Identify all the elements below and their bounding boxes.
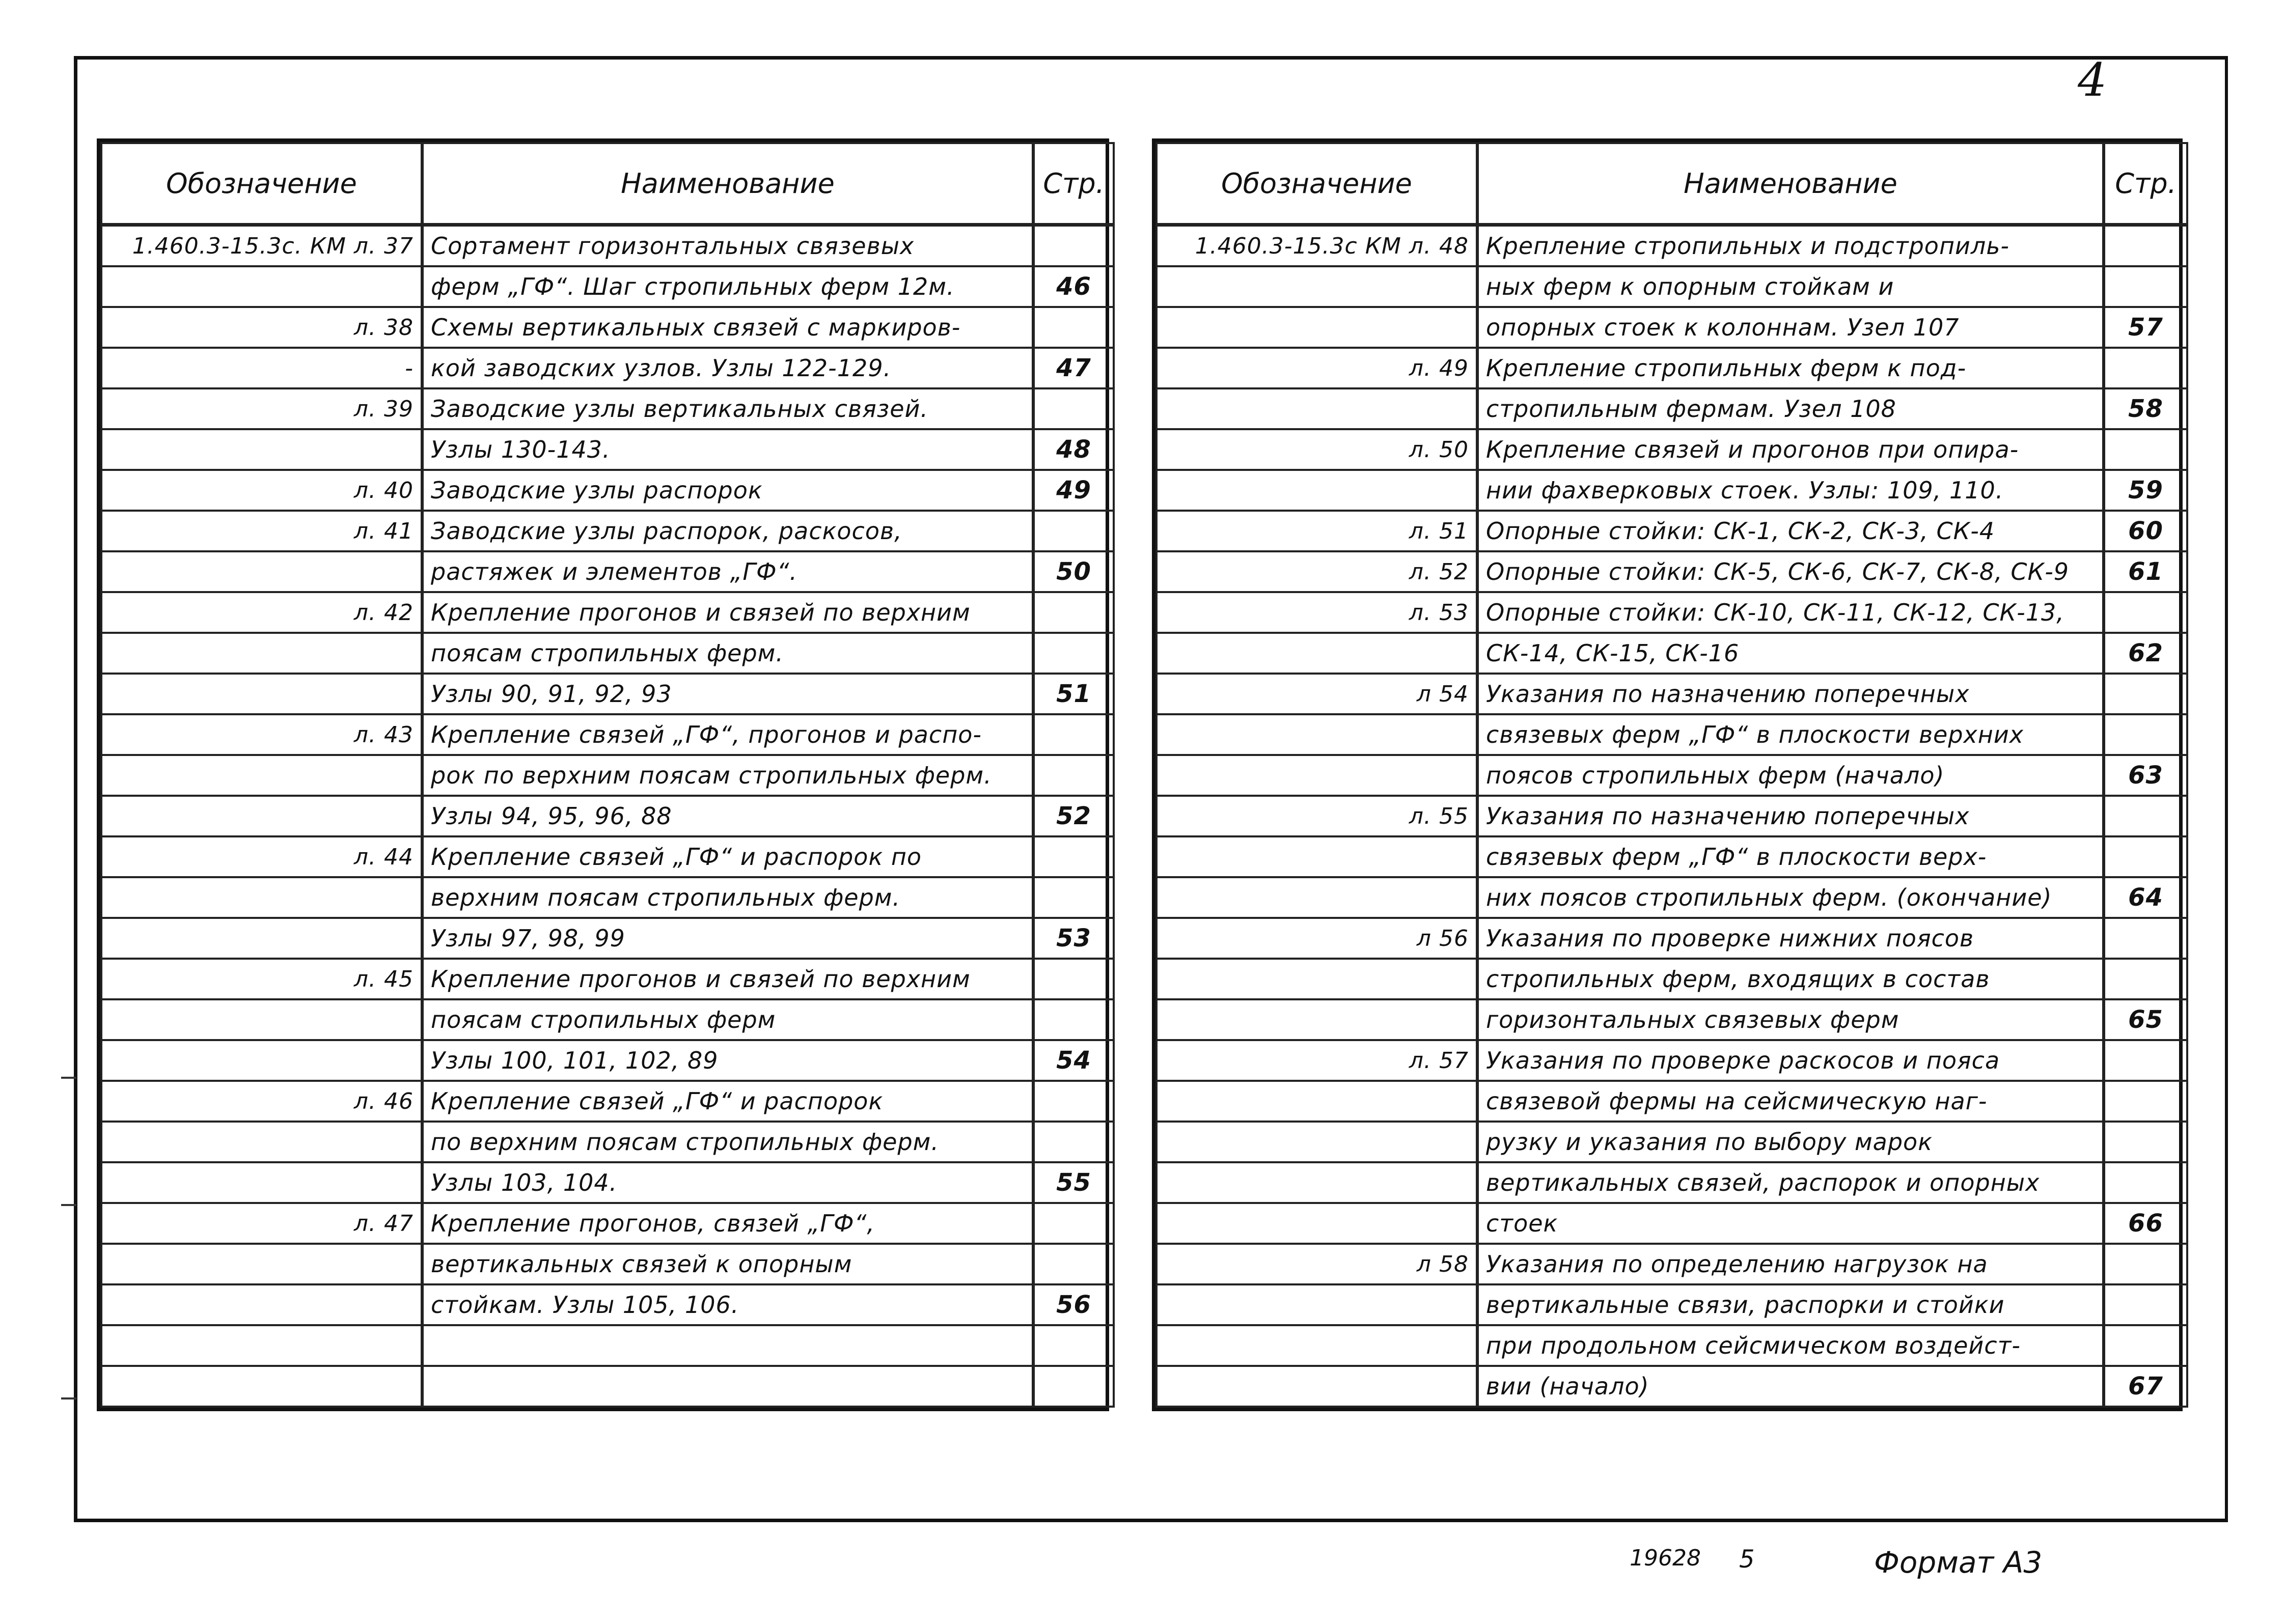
designation-cell: [1156, 388, 1477, 429]
column-header-page: Стр.: [2104, 143, 2187, 225]
name-cell: вертикальные связи, распорки и стойки: [1477, 1284, 2104, 1325]
table-row: [1156, 1203, 2187, 1244]
table-row: [1156, 225, 2187, 267]
name-cell: связевой фермы на сейсмическую наг-: [1477, 1081, 2104, 1122]
name-cell: стропильных ферм, входящих в состав: [1477, 959, 2104, 999]
table-row: [1156, 836, 2187, 877]
designation-cell: л. 57: [1156, 1040, 1477, 1081]
page-cell: [1033, 511, 1114, 551]
inventory-number: 19628: [1630, 1545, 1701, 1571]
designation-cell: [101, 1162, 422, 1203]
name-cell: Крепление прогонов и связей по верхним: [422, 592, 1033, 633]
name-cell: них поясов стропильных ферм. (окончание): [1477, 877, 2104, 918]
name-cell: Крепление прогонов и связей по верхним: [422, 959, 1033, 999]
designation-cell: [101, 1244, 422, 1284]
page-cell: 62: [2104, 633, 2187, 674]
table-row: [101, 633, 1114, 674]
name-cell: Указания по проверке раскосов и пояса: [1477, 1040, 2104, 1081]
designation-cell: [101, 429, 422, 470]
table-row: [1156, 1162, 2187, 1203]
designation-cell: [101, 1366, 422, 1407]
page-cell: [1033, 1244, 1114, 1284]
page-cell: [2104, 959, 2187, 999]
name-cell: вертикальных связей к опорным: [422, 1244, 1033, 1284]
name-cell: ферм „ГФ“. Шаг стропильных ферм 12м.: [422, 266, 1033, 307]
table-header-row: [1156, 143, 2187, 225]
column-header-page: Стр.: [1033, 143, 1114, 225]
name-cell: СК-14, СК-15, СК-16: [1477, 633, 2104, 674]
column-header-name: Наименование: [1477, 143, 2104, 225]
designation-cell: [1156, 755, 1477, 796]
page-cell: [2104, 1122, 2187, 1162]
page-cell: [2104, 1162, 2187, 1203]
table-row: [1156, 429, 2187, 470]
designation-cell: [101, 1284, 422, 1325]
page-cell: [1033, 999, 1114, 1040]
table-row: [101, 348, 1114, 388]
designation-cell: [1156, 1122, 1477, 1162]
page-cell: [2104, 429, 2187, 470]
name-cell: поясов стропильных ферм (начало): [1477, 755, 2104, 796]
table-row: [101, 1244, 1114, 1284]
name-cell: Опорные стойки: СК-10, СК-11, СК-12, СК-13,: [1477, 592, 2104, 633]
page-cell: [2104, 674, 2187, 714]
table-row: [101, 836, 1114, 877]
designation-cell: [101, 877, 422, 918]
table-row: [1156, 551, 2187, 592]
table-row: [1156, 1244, 2187, 1284]
table-row: [1156, 1081, 2187, 1122]
designation-cell: [1156, 1366, 1477, 1407]
name-cell: Указания по назначению поперечных: [1477, 796, 2104, 836]
table-row: [101, 551, 1114, 592]
name-cell: стоек: [1477, 1203, 2104, 1244]
name-cell: нии фахверковых стоек. Узлы: 109, 110.: [1477, 470, 2104, 511]
name-cell: стропильным фермам. Узел 108: [1477, 388, 2104, 429]
designation-cell: [101, 999, 422, 1040]
designation-cell: [1156, 307, 1477, 348]
name-cell: Указания по проверке нижних поясов: [1477, 918, 2104, 959]
designation-cell: [1156, 266, 1477, 307]
table-row: [101, 796, 1114, 836]
page-cell: 60: [2104, 511, 2187, 551]
name-cell: связевых ферм „ГФ“ в плоскости верхних: [1477, 714, 2104, 755]
designation-cell: л. 45: [101, 959, 422, 999]
table-row: [1156, 307, 2187, 348]
table-row: [1156, 1325, 2187, 1366]
page-cell: [2104, 348, 2187, 388]
page-cell: 53: [1033, 918, 1114, 959]
table-row: [101, 877, 1114, 918]
designation-cell: л. 49: [1156, 348, 1477, 388]
designation-cell: [101, 266, 422, 307]
page-cell: 66: [2104, 1203, 2187, 1244]
binding-tick: [61, 1204, 76, 1206]
table-row: [101, 1366, 1114, 1407]
name-cell: рок по верхним поясам стропильных ферм.: [422, 755, 1033, 796]
table-row: [101, 429, 1114, 470]
page-cell: 56: [1033, 1284, 1114, 1325]
name-cell: Узлы 94, 95, 96, 88: [422, 796, 1033, 836]
page-cell: 49: [1033, 470, 1114, 511]
page-cell: [2104, 225, 2187, 267]
column-header-name: Наименование: [422, 143, 1033, 225]
table-row: [101, 470, 1114, 511]
page-cell: [2104, 1081, 2187, 1122]
designation-cell: [1156, 1081, 1477, 1122]
page-cell: [2104, 266, 2187, 307]
name-cell: Опорные стойки: СК-5, СК-6, СК-7, СК-8, СК-9: [1477, 551, 2104, 592]
name-cell: связевых ферм „ГФ“ в плоскости верх-: [1477, 836, 2104, 877]
name-cell: Указания по определению нагрузок на: [1477, 1244, 2104, 1284]
designation-cell: [101, 674, 422, 714]
table-row: [1156, 266, 2187, 307]
page-cell: [2104, 836, 2187, 877]
name-cell: верхним поясам стропильных ферм.: [422, 877, 1033, 918]
page-cell: [1033, 755, 1114, 796]
page-cell: [1033, 714, 1114, 755]
designation-cell: [101, 755, 422, 796]
designation-cell: [1156, 1284, 1477, 1325]
page-cell: 55: [1033, 1162, 1114, 1203]
page-cell: 64: [2104, 877, 2187, 918]
name-cell: вии (начало): [1477, 1366, 2104, 1407]
table-row: [1156, 1366, 2187, 1407]
binding-tick: [61, 1077, 76, 1079]
name-cell: Опорные стойки: СК-1, СК-2, СК-3, СК-4: [1477, 511, 2104, 551]
designation-cell: л. 47: [101, 1203, 422, 1244]
page-cell: [2104, 714, 2187, 755]
page-cell: [1033, 1203, 1114, 1244]
designation-cell: [101, 1122, 422, 1162]
name-cell: рузку и указания по выбору марок: [1477, 1122, 2104, 1162]
table-row: [1156, 633, 2187, 674]
page-cell: [1033, 225, 1114, 267]
table-row: [1156, 388, 2187, 429]
table-row: [101, 307, 1114, 348]
table-row: [1156, 755, 2187, 796]
table-row: [101, 266, 1114, 307]
page-cell: 47: [1033, 348, 1114, 388]
sheet-number: 5: [1739, 1545, 1755, 1574]
page-number: 4: [2078, 53, 2107, 107]
designation-cell: [101, 1325, 422, 1366]
name-cell: Заводские узлы распорок, раскосов,: [422, 511, 1033, 551]
name-cell: Крепление стропильных ферм к под-: [1477, 348, 2104, 388]
designation-cell: [1156, 1162, 1477, 1203]
table-row: [101, 1203, 1114, 1244]
designation-cell: [1156, 999, 1477, 1040]
table-row: [101, 1284, 1114, 1325]
designation-cell: -: [101, 348, 422, 388]
name-cell: [422, 1325, 1033, 1366]
designation-cell: [101, 796, 422, 836]
page-cell: [1033, 836, 1114, 877]
table-row: [101, 755, 1114, 796]
designation-cell: л. 39: [101, 388, 422, 429]
page-cell: [1033, 1366, 1114, 1407]
designation-cell: л. 38: [101, 307, 422, 348]
table-row: [1156, 470, 2187, 511]
page-cell: [1033, 959, 1114, 999]
name-cell: Крепление связей и прогонов при опира-: [1477, 429, 2104, 470]
page-cell: 63: [2104, 755, 2187, 796]
designation-cell: 1.460.3-15.3с КМ л. 48: [1156, 225, 1477, 267]
designation-cell: л. 50: [1156, 429, 1477, 470]
designation-cell: [1156, 633, 1477, 674]
table-row: [1156, 714, 2187, 755]
designation-cell: [1156, 1203, 1477, 1244]
page-cell: [2104, 1040, 2187, 1081]
table-row: [101, 1162, 1114, 1203]
designation-cell: [1156, 470, 1477, 511]
page-cell: 58: [2104, 388, 2187, 429]
page-cell: [1033, 1081, 1114, 1122]
table-row: [1156, 959, 2187, 999]
table-row: [101, 225, 1114, 267]
page-cell: 46: [1033, 266, 1114, 307]
name-cell: [422, 1366, 1033, 1407]
designation-cell: л 56: [1156, 918, 1477, 959]
page-cell: 48: [1033, 429, 1114, 470]
designation-cell: [1156, 836, 1477, 877]
designation-cell: л. 46: [101, 1081, 422, 1122]
table-row: [1156, 674, 2187, 714]
table-row: [101, 959, 1114, 999]
designation-cell: [101, 1040, 422, 1081]
designation-cell: [101, 633, 422, 674]
name-cell: Крепление стропильных и подстропиль-: [1477, 225, 2104, 267]
table-row: [1156, 877, 2187, 918]
column-header-designation: Обозначение: [101, 143, 422, 225]
page-cell: 50: [1033, 551, 1114, 592]
designation-cell: [101, 918, 422, 959]
name-cell: Сортамент горизонтальных связевых: [422, 225, 1033, 267]
name-cell: Узлы 103, 104.: [422, 1162, 1033, 1203]
name-cell: по верхним поясам стропильных ферм.: [422, 1122, 1033, 1162]
table-row: [101, 1040, 1114, 1081]
name-cell: стойкам. Узлы 105, 106.: [422, 1284, 1033, 1325]
table-row: [101, 674, 1114, 714]
designation-cell: [1156, 959, 1477, 999]
page-cell: [2104, 1244, 2187, 1284]
designation-cell: л. 41: [101, 511, 422, 551]
table-row: [1156, 592, 2187, 633]
designation-cell: л 58: [1156, 1244, 1477, 1284]
page-cell: [1033, 388, 1114, 429]
designation-cell: л. 42: [101, 592, 422, 633]
table-row: [1156, 1284, 2187, 1325]
table-row: [1156, 348, 2187, 388]
page-cell: [1033, 877, 1114, 918]
name-cell: Крепление связей „ГФ“ и распорок: [422, 1081, 1033, 1122]
page-cell: [2104, 918, 2187, 959]
name-cell: Узлы 130-143.: [422, 429, 1033, 470]
table-row: [101, 1081, 1114, 1122]
name-cell: растяжек и элементов „ГФ“.: [422, 551, 1033, 592]
page-cell: 65: [2104, 999, 2187, 1040]
name-cell: Крепление связей „ГФ“ и распорок по: [422, 836, 1033, 877]
table-row: [1156, 918, 2187, 959]
page-cell: [2104, 1284, 2187, 1325]
name-cell: Указания по назначению поперечных: [1477, 674, 2104, 714]
page-cell: [1033, 1325, 1114, 1366]
name-cell: Крепление связей „ГФ“, прогонов и распо-: [422, 714, 1033, 755]
table-row: [101, 918, 1114, 959]
table-row: [101, 999, 1114, 1040]
page-cell: [2104, 796, 2187, 836]
name-cell: поясам стропильных ферм: [422, 999, 1033, 1040]
page-cell: 51: [1033, 674, 1114, 714]
designation-cell: л. 51: [1156, 511, 1477, 551]
table-row: [101, 592, 1114, 633]
page-cell: 57: [2104, 307, 2187, 348]
name-cell: поясам стропильных ферм.: [422, 633, 1033, 674]
table-row: [101, 1122, 1114, 1162]
table-row: [101, 511, 1114, 551]
table-header-row: [101, 143, 1114, 225]
name-cell: при продольном сейсмическом воздейст-: [1477, 1325, 2104, 1366]
name-cell: Узлы 97, 98, 99: [422, 918, 1033, 959]
designation-cell: л. 44: [101, 836, 422, 877]
name-cell: горизонтальных связевых ферм: [1477, 999, 2104, 1040]
page-cell: [1033, 307, 1114, 348]
format-label: Формат А3: [1874, 1545, 2043, 1580]
name-cell: кой заводских узлов. Узлы 122-129.: [422, 348, 1033, 388]
table-row: [101, 388, 1114, 429]
contents-table-right: [1152, 138, 2183, 1411]
name-cell: опорных стоек к колоннам. Узел 107: [1477, 307, 2104, 348]
table-row: [1156, 796, 2187, 836]
name-cell: Заводские узлы вертикальных связей.: [422, 388, 1033, 429]
name-cell: ных ферм к опорным стойкам и: [1477, 266, 2104, 307]
designation-cell: 1.460.3-15.3с. КМ л. 37: [101, 225, 422, 267]
designation-cell: [1156, 714, 1477, 755]
table-row: [101, 1325, 1114, 1366]
designation-cell: л 54: [1156, 674, 1477, 714]
page-cell: 54: [1033, 1040, 1114, 1081]
designation-cell: л. 55: [1156, 796, 1477, 836]
binding-tick: [61, 1397, 76, 1399]
table-row: [101, 714, 1114, 755]
page-cell: 52: [1033, 796, 1114, 836]
page-cell: [1033, 1122, 1114, 1162]
page-cell: [1033, 592, 1114, 633]
designation-cell: [1156, 1325, 1477, 1366]
designation-cell: л. 52: [1156, 551, 1477, 592]
table-row: [1156, 999, 2187, 1040]
page-cell: 59: [2104, 470, 2187, 511]
designation-cell: [1156, 877, 1477, 918]
name-cell: Узлы 100, 101, 102, 89: [422, 1040, 1033, 1081]
designation-cell: [101, 551, 422, 592]
contents-table-left: [97, 138, 1109, 1411]
page-cell: [2104, 592, 2187, 633]
table-row: [1156, 511, 2187, 551]
designation-cell: л. 43: [101, 714, 422, 755]
designation-cell: л. 53: [1156, 592, 1477, 633]
page-cell: [2104, 1325, 2187, 1366]
name-cell: Заводские узлы распорок: [422, 470, 1033, 511]
name-cell: Схемы вертикальных связей с маркиров-: [422, 307, 1033, 348]
designation-cell: л. 40: [101, 470, 422, 511]
name-cell: вертикальных связей, распорок и опорных: [1477, 1162, 2104, 1203]
table-row: [1156, 1122, 2187, 1162]
table-row: [1156, 1040, 2187, 1081]
column-header-designation: Обозначение: [1156, 143, 1477, 225]
page-cell: 61: [2104, 551, 2187, 592]
page-cell: [1033, 633, 1114, 674]
name-cell: Крепление прогонов, связей „ГФ“,: [422, 1203, 1033, 1244]
page-cell: 67: [2104, 1366, 2187, 1407]
name-cell: Узлы 90, 91, 92, 93: [422, 674, 1033, 714]
